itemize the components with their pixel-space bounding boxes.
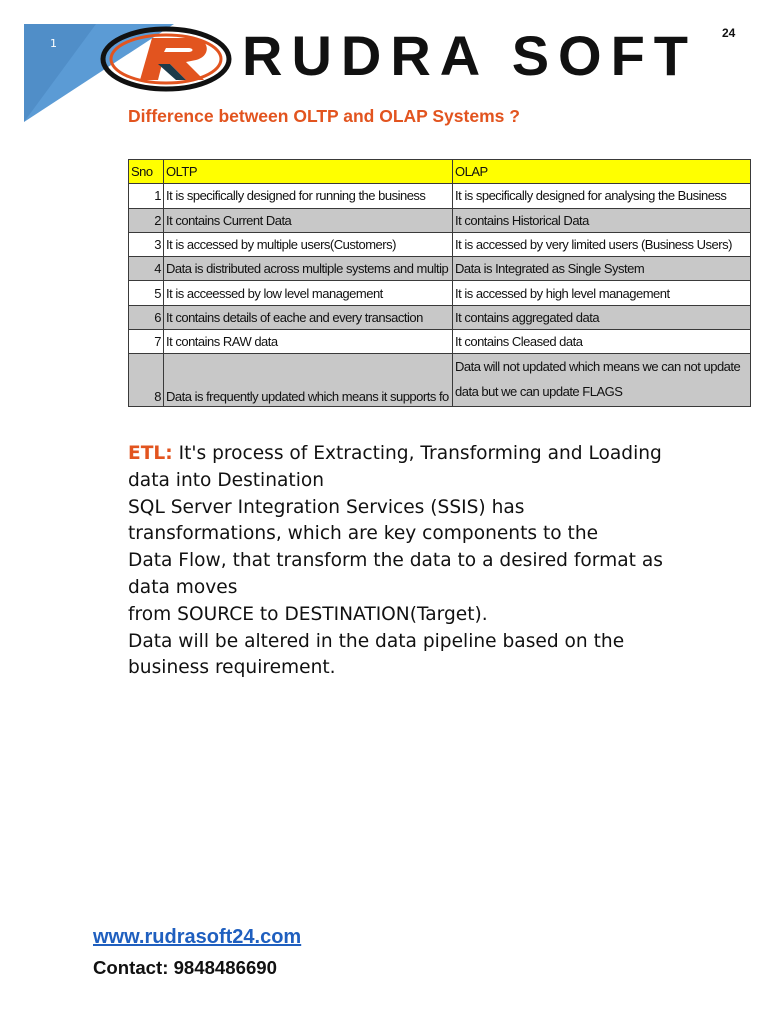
cell-sno: 4 [129, 257, 164, 281]
etl-label: ETL: [128, 443, 173, 464]
cell-oltp: It contains details of eache and every transaction [164, 305, 453, 329]
cell-sno: 5 [129, 281, 164, 305]
etl-text-line: data into Destination [128, 469, 325, 491]
table-header-row [129, 160, 751, 184]
column-header-sno: Sno [129, 160, 164, 184]
oltp-olap-comparison-table [128, 159, 751, 407]
cell-sno: 8 [129, 354, 164, 407]
brand-name: RUDRA SOFT [242, 24, 698, 87]
etl-text-line: data moves [128, 576, 238, 598]
cell-olap: It is accessed by very limited users (Business Users) [453, 232, 751, 256]
cell-sno: 1 [129, 184, 164, 208]
cell-oltp: Data is frequently updated which means it supports fo [164, 354, 453, 407]
cell-oltp: It is accessed by multiple users(Customers) [164, 232, 453, 256]
cell-olap: Data is Integrated as Single System [453, 257, 751, 281]
cell-olap: It is accessed by high level management [453, 281, 751, 305]
cell-oltp: It is acceessed by low level management [164, 281, 453, 305]
table-row [129, 354, 751, 407]
etl-text-line: SQL Server Integration Services (SSIS) has [128, 496, 525, 518]
etl-text-line: Data will be altered in the data pipeline based on the [128, 630, 625, 652]
column-header-oltp: OLTP [164, 160, 453, 184]
cell-olap-line: data but we can update FLAGS [455, 384, 623, 400]
cell-olap [453, 354, 751, 407]
table-row [129, 330, 751, 354]
table-row [129, 305, 751, 329]
cell-sno: 2 [129, 208, 164, 232]
table-row [129, 184, 751, 208]
cell-olap: It contains aggregated data [453, 305, 751, 329]
column-header-olap: OLAP [453, 160, 751, 184]
table-row [129, 232, 751, 256]
page-number: 1 [50, 37, 57, 50]
etl-text-line: transformations, which are key components to the [128, 523, 599, 545]
contact-info: Contact: 9848486690 [93, 957, 277, 978]
page-title: Difference between OLTP and OLAP Systems ? [128, 106, 520, 126]
cell-olap: It contains Cleased data [453, 330, 751, 354]
etl-text-line: Data Flow, that transform the data to a desired format as [128, 550, 663, 572]
etl-paragraph [128, 441, 688, 682]
cell-sno: 6 [129, 305, 164, 329]
table-row [129, 281, 751, 305]
website-link[interactable]: www.rudrasoft24.com [93, 926, 302, 948]
cell-olap: It contains Historical Data [453, 208, 751, 232]
etl-text-line: It's process of Extracting, Transforming and Loading [172, 443, 662, 464]
table-row [129, 257, 751, 281]
etl-text-line: business requirement. [128, 657, 336, 679]
cell-oltp: It contains RAW data [164, 330, 453, 354]
cell-oltp: It contains Current Data [164, 208, 453, 232]
cell-olap-line: Data will not updated which means we can not update [455, 359, 741, 375]
cell-sno: 7 [129, 330, 164, 354]
cell-sno: 3 [129, 232, 164, 256]
cell-oltp: It is specifically designed for running the business [164, 184, 453, 208]
table-row [129, 208, 751, 232]
cell-oltp: Data is distributed across multiple systems and multip [164, 257, 453, 281]
cell-olap: It is specifically designed for analysing the Business [453, 184, 751, 208]
etl-first-line [128, 441, 688, 468]
etl-text-line: from SOURCE to DESTINATION(Target). [128, 603, 488, 625]
brand-superscript: 24 [722, 26, 736, 40]
